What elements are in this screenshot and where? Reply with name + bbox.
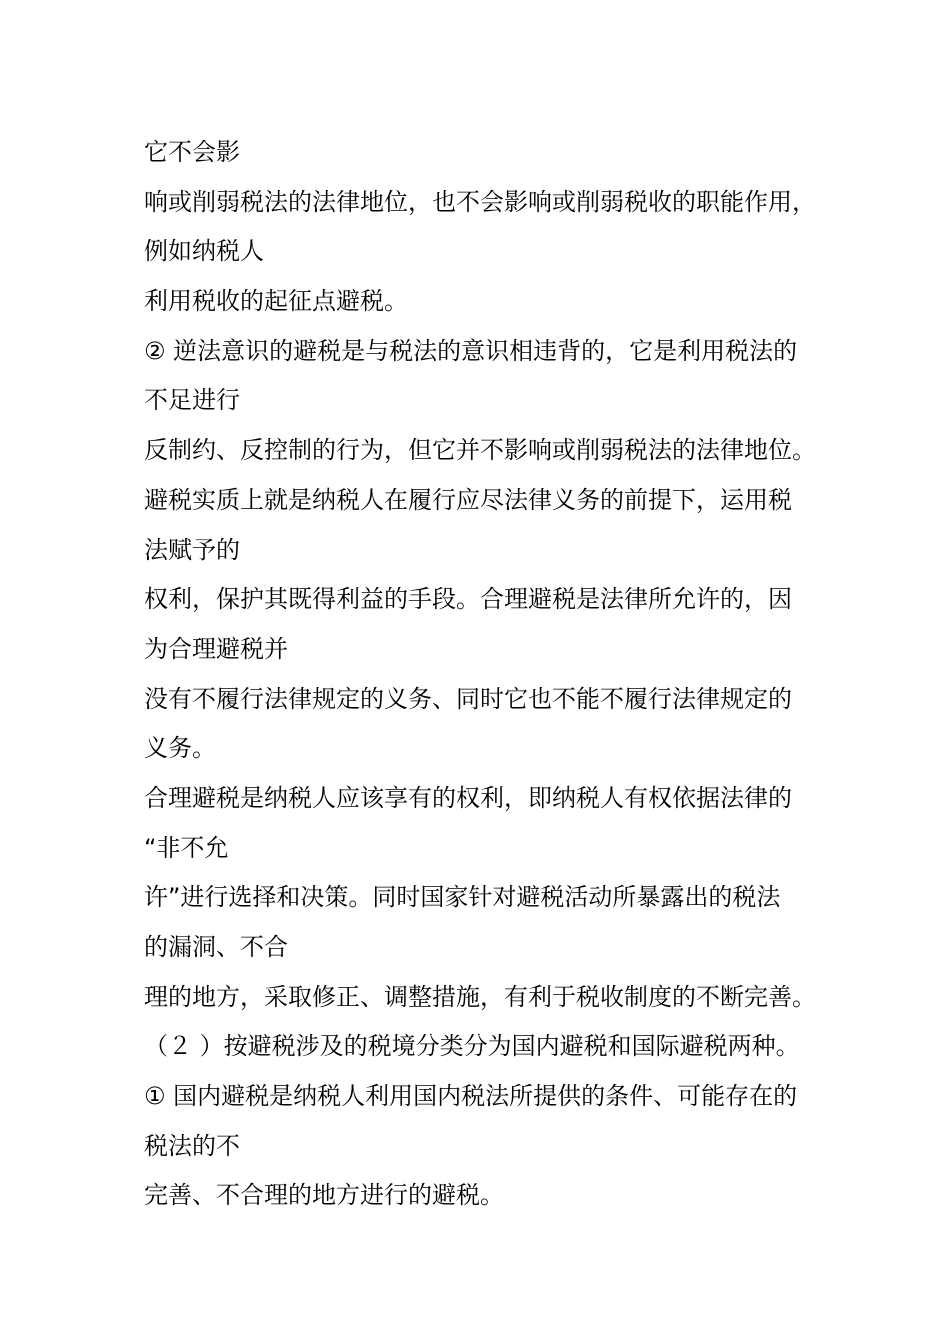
text-line: 反制约、反控制的行为，但它并不影响或削弱税法的法律地位。 bbox=[144, 436, 816, 465]
text-line: 避税实质上就是纳税人在履行应尽法律义务的前提下，运用税 bbox=[144, 485, 792, 514]
text-line: 许”进行选择和决策。同时国家针对避税活动所暴露出的税法 bbox=[144, 883, 781, 912]
text-line: 不足进行 bbox=[144, 386, 240, 415]
text-line: 为合理避税并 bbox=[144, 634, 288, 663]
text-line: 税法的不 bbox=[144, 1131, 240, 1160]
text-line: “非不允 bbox=[144, 833, 229, 862]
text-line: 合理避税是纳税人应该享有的权利，即纳税人有权依据法律的 bbox=[144, 783, 792, 812]
text-line: 权利，保护其既得利益的手段。合理避税是法律所允许的，因 bbox=[144, 585, 792, 614]
text-line: 利用税收的起征点避税。 bbox=[144, 287, 408, 316]
text-line: 没有不履行法律规定的义务、同时它也不能不履行法律规定的 bbox=[144, 684, 792, 713]
text-line: ② 逆法意识的避税是与税法的意识相违背的，它是利用税法的 bbox=[144, 336, 798, 365]
text-line: ① 国内避税是纳税人利用国内税法所提供的条件、可能存在的 bbox=[144, 1082, 798, 1111]
text-line: 完善、不合理的地方进行的避税。 bbox=[144, 1181, 504, 1210]
text-line: 响或削弱税法的法律地位，也不会影响或削弱税收的职能作用， bbox=[144, 187, 816, 216]
text-line: 法赋予的 bbox=[144, 535, 240, 564]
text-line: 例如纳税人 bbox=[144, 237, 264, 266]
text-line: 理的地方，采取修正、调整措施，有利于税收制度的不断完善。 bbox=[144, 982, 816, 1011]
body-text bbox=[144, 128, 824, 1221]
text-line: 的漏洞、不合 bbox=[144, 933, 288, 961]
text-line: 它不会影 bbox=[144, 138, 240, 166]
text-line: （２ ）按避税涉及的税境分类分为国内避税和国际避税两种。 bbox=[144, 1032, 800, 1061]
text-line: 义务。 bbox=[144, 734, 216, 763]
